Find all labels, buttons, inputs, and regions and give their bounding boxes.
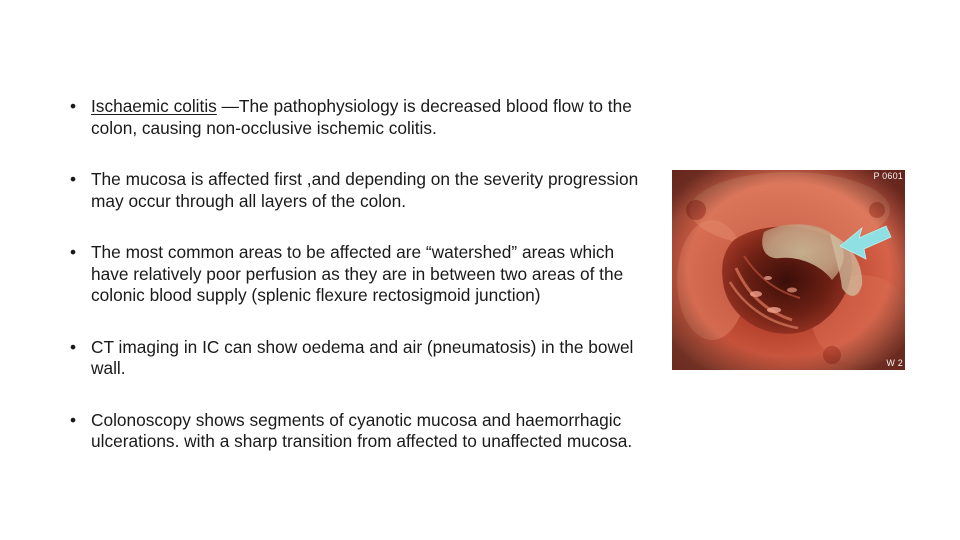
bullet-text: —The pathophysiology is decreased blood flow to the colon, causing non-occlusive ischemic colitis. xyxy=(91,96,632,138)
bullet-colonoscopy xyxy=(70,410,650,453)
bullet-text: CT imaging in IC can show oedema and air (pneumatosis) in the bowel wall. xyxy=(91,336,634,378)
term-ischaemic-colitis: Ischaemic colitis xyxy=(91,96,217,116)
bullet-ischaemic-colitis xyxy=(70,96,650,139)
colonoscopy-image xyxy=(672,170,905,370)
image-label-bottom: W 2 xyxy=(886,358,903,368)
image-label-top: P 0601 xyxy=(873,171,903,181)
colonoscopy-drawing xyxy=(672,170,905,370)
bullet-text: The mucosa is affected first ,and depending on the severity progression may occur through all layers of the colon. xyxy=(91,169,639,211)
bullet-marker: • xyxy=(70,409,77,430)
bullet-text: Colonoscopy shows segments of cyanotic mucosa and haemorrhagic ulcerations. with a sharp transition from affected to unaffected mucosa. xyxy=(91,409,633,451)
bullet-watershed xyxy=(70,242,650,307)
bullet-list xyxy=(70,96,650,453)
bullet-mucosa xyxy=(70,169,650,212)
bullet-text: The most common areas to be affected are “watershed” areas which have relatively poor perfusion as they are in between two areas of the colonic blood supply (splenic flexure rectosigmoid junction) xyxy=(91,242,624,305)
bullet-ct-imaging xyxy=(70,337,650,380)
bullet-marker: • xyxy=(70,96,77,116)
bullet-marker: • xyxy=(70,169,77,189)
bullet-marker: • xyxy=(70,242,77,262)
bullet-marker: • xyxy=(70,336,77,357)
